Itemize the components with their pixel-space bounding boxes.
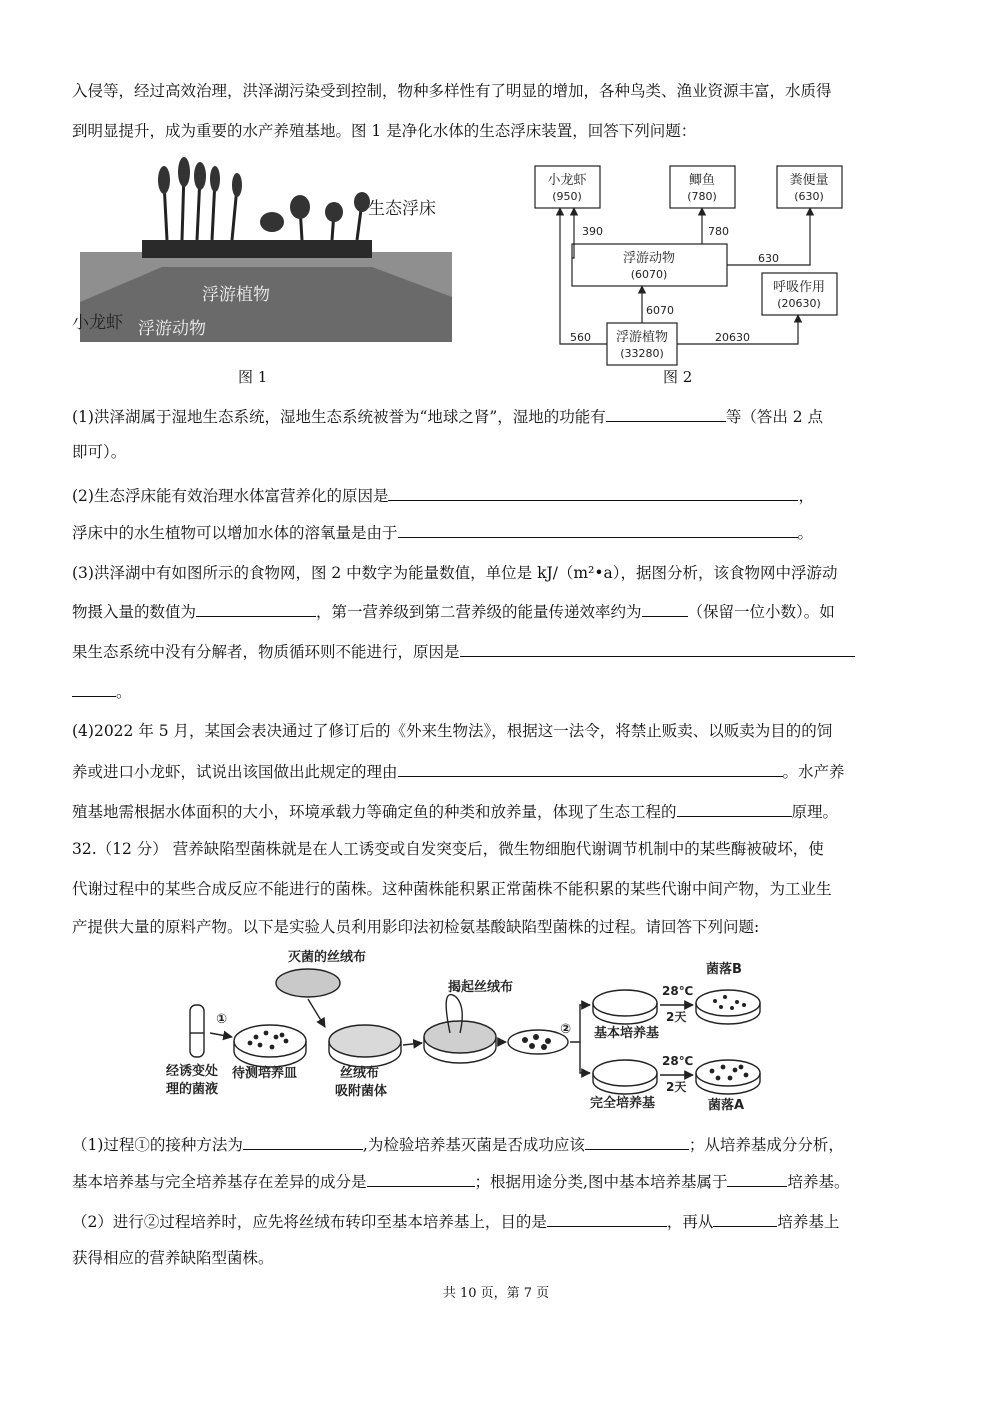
label-cloth-absorb-1: 丝绒布	[340, 1066, 380, 1081]
q31-1-line-1: (1)洪泽湖属于湿地生态系统，湿地生态系统被誉为“地球之肾”，湿地的功能有 等（答出 2 点	[72, 405, 922, 428]
blank-q31-3b[interactable]	[642, 600, 688, 617]
node-respiration-name: 呼吸作用	[772, 280, 826, 295]
blank-q31-2b[interactable]	[398, 521, 798, 538]
label-basic-medium: 基本培养基	[594, 1026, 660, 1041]
edge-20630: 20630	[715, 331, 750, 344]
node-phytoplankton-value: (33280)	[620, 347, 664, 360]
edge-780: 780	[708, 225, 729, 238]
blank-q31-4b[interactable]	[677, 800, 792, 817]
label-temp-1: 28℃	[662, 984, 694, 998]
q31-3-line-2: 物摄入量的数值为 ，第一营养级到第二营养级的能量传递效率约为 （保留一位小数）。如	[72, 600, 922, 623]
q31-4-line-1: (4)2022 年 5 月，某国会表决通过了修订后的《外来生物法》，根据这一法令，将禁止贩卖、以贩卖为目的的饲	[72, 722, 833, 740]
q32-1-line-1: （1)过程①的接种方法为 ,为检验培养基灭菌是否成功应该 ；从培养基成分分析，	[72, 1133, 922, 1156]
label-cloth-absorb-2: 吸附菌体	[335, 1084, 388, 1099]
q31-4-line-2: 养或进口小龙虾，试说出该国做出此规定的理由 。水产养	[72, 760, 922, 783]
label-temp-2: 28℃	[662, 1054, 694, 1068]
label-lift-cloth: 揭起丝绒布	[448, 980, 514, 995]
label-plate-test: 待测培养皿	[232, 1066, 298, 1081]
edge-6070: 6070	[646, 304, 674, 317]
label-tube-2: 理的菌液	[166, 1082, 219, 1097]
q32-stem-line-3: 产提供大量的原料产物。以下是实验人员利用影印法初检氨基酸缺陷型菌株的过程。请回答下列问题:	[72, 918, 760, 936]
label-crayfish: 小龙虾	[72, 313, 123, 333]
q32-1-line-2: 基本培养基与完全培养基存在差异的成分是 ；根据用途分类,图中基本培养基属于 培养基。	[72, 1170, 922, 1193]
label-step-2: ②	[560, 1022, 572, 1037]
figure-1-floating-bed	[72, 152, 452, 347]
label-colony-b: 菌落B	[706, 962, 742, 977]
label-floating-bed: 生态浮床	[368, 199, 436, 219]
q32-2-line-1: （2）进行②过程培养时，应先将丝绒布转印至基本培养基上，目的是 ，再从 培养基上	[72, 1210, 922, 1233]
q31-3-line-1: (3)洪泽湖中有如图所示的食物网，图 2 中数字为能量数值，单位是 kJ/（m²•a），据图分析，该食物网中浮游动	[72, 564, 838, 582]
node-feces-name: 粪便量	[789, 173, 829, 188]
q31-1-line-2: 即可）。	[72, 443, 127, 461]
figure-2-food-web	[530, 158, 850, 370]
edge-630: 630	[758, 252, 779, 265]
q31-3-line-4: 。	[72, 680, 922, 703]
blank-q31-3c[interactable]	[460, 640, 855, 657]
blank-q31-1[interactable]	[606, 405, 726, 422]
node-zooplankton-value: (6070)	[630, 268, 668, 281]
blank-q32-1c[interactable]	[367, 1170, 475, 1187]
blank-q31-3c-cont[interactable]	[72, 680, 116, 697]
node-zooplankton-name: 浮游动物	[622, 251, 676, 266]
blank-q32-1d[interactable]	[727, 1170, 787, 1187]
node-crayfish-value: (950)	[552, 190, 582, 203]
node-feces-value: (630)	[794, 190, 824, 203]
blank-q31-2a[interactable]	[388, 484, 798, 501]
q31-2-line-2: 浮床中的水生植物可以增加水体的溶氧量是由于 。	[72, 521, 922, 544]
blank-q32-1a[interactable]	[243, 1133, 363, 1150]
blank-q32-1b[interactable]	[585, 1133, 689, 1150]
figure-1-caption: 图 1	[238, 368, 268, 386]
intro-line-2: 到明显提升，成为重要的水产养殖基地。图 1 是净化水体的生态浮床装置，回答下列问题：	[72, 122, 697, 140]
label-sterile-cloth: 灭菌的丝绒布	[288, 950, 367, 965]
label-complete-medium: 完全培养基	[590, 1096, 656, 1111]
label-days-2: 2天	[666, 1080, 687, 1094]
blank-q31-4a[interactable]	[398, 760, 783, 777]
q31-3-line-3: 果生态系统中没有分解者，物质循环则不能进行，原因是	[72, 640, 922, 663]
edge-390: 390	[582, 225, 603, 238]
intro-line-1: 入侵等，经过高效治理，洪泽湖污染受到控制，物种多样性有了明显的增加，各种鸟类、渔业资源丰富，水质得	[72, 82, 832, 100]
q32-stem-line-2: 代谢过程中的某些合成反应不能进行的菌株。这种菌株能积累正常菌株不能积累的某些代谢中间产物，为工业生	[72, 880, 832, 898]
node-respiration-value: (20630)	[777, 297, 821, 310]
node-phytoplankton-name: 浮游植物	[615, 330, 669, 345]
q31-4-line-3: 殖基地需根据水体面积的大小，环境承载力等确定鱼的种类和放养量，体现了生态工程的 原理。	[72, 800, 922, 823]
edge-560: 560	[570, 331, 591, 344]
node-carp-name: 鲫鱼	[688, 173, 716, 188]
label-tube-1: 经诱变处	[166, 1064, 219, 1079]
label-colony-a: 菌落A	[708, 1098, 745, 1113]
label-days-1: 2天	[666, 1010, 687, 1024]
figure-2-caption: 图 2	[663, 368, 693, 386]
node-crayfish-name: 小龙虾	[547, 173, 587, 188]
q32-2-line-2: 获得相应的营养缺陷型菌株。	[72, 1249, 274, 1267]
blank-q31-3a[interactable]	[196, 600, 316, 617]
label-zooplankton: 浮游动物	[138, 319, 206, 339]
blank-q32-2b[interactable]	[713, 1210, 777, 1227]
page-footer: 共 10 页，第 7 页	[442, 1286, 550, 1301]
label-phytoplankton: 浮游植物	[202, 285, 270, 305]
q31-2-line-1: (2)生态浮床能有效治理水体富营养化的原因是 ，	[72, 484, 922, 507]
q32-stem-line-1: 32.（12 分） 营养缺陷型菌株就是在人工诱变或自发突变后，微生物细胞代谢调节机制中的某些酶被破坏，使	[72, 840, 824, 858]
node-carp-value: (780)	[687, 190, 717, 203]
blank-q32-2a[interactable]	[547, 1210, 667, 1227]
figure-replica-plating	[160, 945, 800, 1120]
label-step-1: ①	[216, 1012, 228, 1027]
